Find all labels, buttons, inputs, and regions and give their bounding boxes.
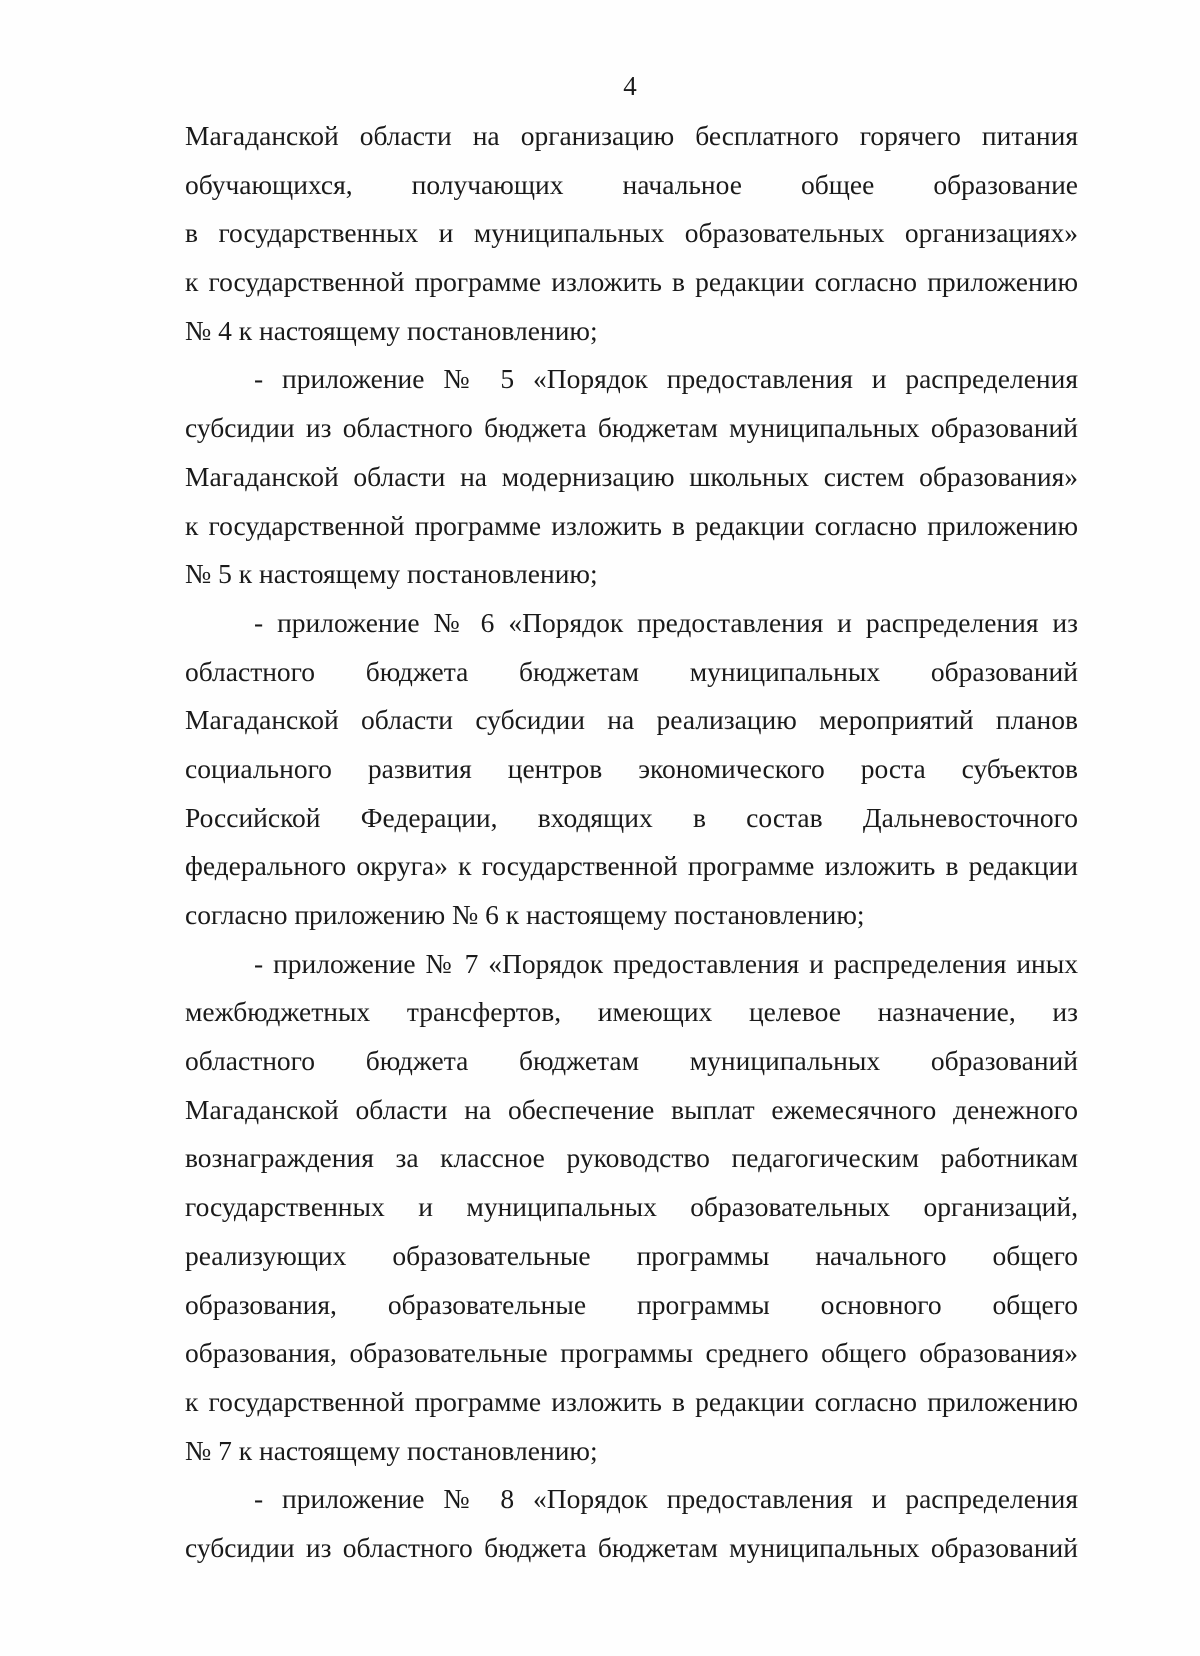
text-line: к государственной программе изложить в редакции согласно приложению — [185, 509, 1078, 541]
text-line: № 7 к настоящему постановлению; — [185, 1434, 598, 1466]
paragraph-3 — [185, 599, 1078, 940]
text-line: обучающихся, получающих начальное общее образование — [185, 168, 1078, 200]
text-line: субсидии из областного бюджета бюджетам муниципальных образований — [185, 412, 1078, 444]
text-line: реализующих образовательные программы начального общего — [185, 1239, 1078, 1271]
text-line: государственных и муниципальных образовательных организаций, — [185, 1191, 1078, 1223]
text-line: федерального округа» к государственной программе изложить в редакции — [185, 850, 1078, 882]
paragraph-5 — [185, 1475, 1078, 1572]
text-line: областного бюджета бюджетам муниципальных образований — [185, 655, 1078, 687]
text-line: - приложение № 6 «Порядок предоставления и распределения из — [254, 606, 1078, 638]
paragraph-1 — [185, 112, 1078, 355]
text-line: образования, образовательные программы среднего общего образования» — [185, 1337, 1078, 1369]
text-line: Российской Федерации, входящих в состав Дальневосточного — [185, 801, 1078, 833]
text-line: субсидии из областного бюджета бюджетам муниципальных образований — [185, 1531, 1078, 1563]
text-line: № 5 к настоящему постановлению; — [185, 558, 598, 590]
document-body — [185, 112, 1078, 1573]
text-line: областного бюджета бюджетам муниципальных образований — [185, 1045, 1078, 1077]
text-line: согласно приложению № 6 к настоящему постановлению; — [185, 899, 865, 930]
text-line: Магаданской области на обеспечение выплат ежемесячного денежного — [185, 1093, 1078, 1125]
text-line: социального развития центров экономического роста субъектов — [185, 752, 1078, 784]
text-line: - приложение № 5 «Порядок предоставления и распределения — [254, 363, 1078, 395]
text-line: к государственной программе изложить в редакции согласно приложению — [185, 266, 1078, 298]
text-line: вознаграждения за классное руководство педагогическим работникам — [185, 1142, 1078, 1174]
paragraph-2 — [185, 355, 1078, 598]
text-line: № 4 к настоящему постановлению; — [185, 314, 598, 346]
page-number: 4 — [623, 71, 637, 101]
text-line: Магаданской области на организацию бесплатного горячего питания — [185, 120, 1078, 151]
text-line: Магаданской области на модернизацию школьных систем образования» — [185, 460, 1078, 492]
text-line: - приложение № 7 «Порядок предоставления и распределения иных — [254, 947, 1078, 979]
text-line: межбюджетных трансфертов, имеющих целевое назначение, из — [185, 996, 1078, 1028]
text-line: Магаданской области субсидии на реализацию мероприятий планов — [185, 704, 1078, 736]
text-line: к государственной программе изложить в редакции согласно приложению — [185, 1385, 1078, 1417]
text-line: в государственных и муниципальных образовательных организациях» — [185, 217, 1078, 249]
paragraph-4 — [185, 940, 1078, 1476]
text-line: образования, образовательные программы основного общего — [185, 1288, 1078, 1320]
text-line: - приложение № 8 «Порядок предоставления и распределения — [254, 1483, 1078, 1515]
